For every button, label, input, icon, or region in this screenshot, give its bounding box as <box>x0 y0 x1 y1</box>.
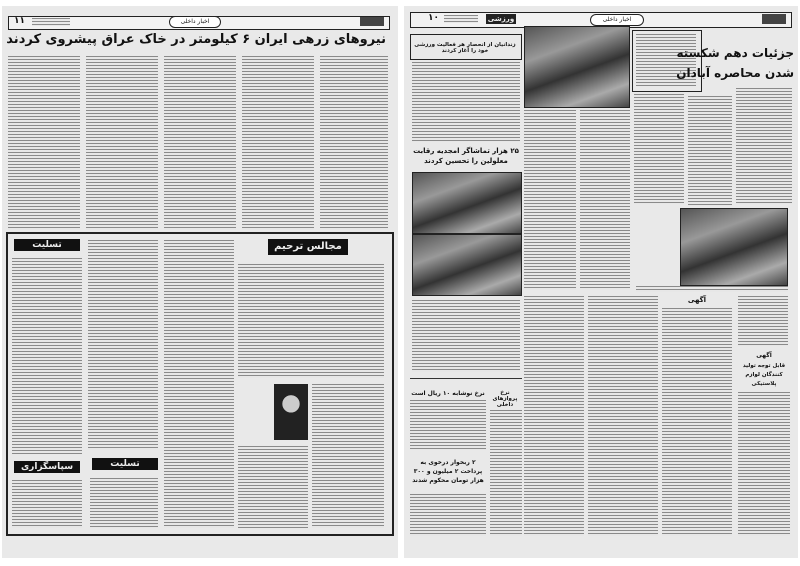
left-dateline <box>32 18 70 26</box>
right-col-text-c <box>634 94 684 204</box>
ad-plastic-body <box>738 392 790 536</box>
flight-text <box>490 410 522 536</box>
ad-title-1: آگهی <box>687 296 707 304</box>
memorial-title: مجالس ترحیم <box>268 239 348 255</box>
main-headline-line1: جزئیات دهم شکسته <box>676 46 794 60</box>
right-col-text-d <box>688 96 732 206</box>
memorial-text <box>238 264 384 378</box>
newspaper-logo-icon-right <box>762 14 786 24</box>
left-text-col-2 <box>86 56 158 230</box>
condolence-title-2: تسلیت <box>92 458 158 470</box>
obituary-col-2 <box>88 240 158 450</box>
right-col-text-b <box>580 110 630 290</box>
condolence-text-1 <box>12 258 82 454</box>
main-headline-line2: شدن محاصره آبادان <box>676 66 794 80</box>
sports-text-2 <box>412 300 520 372</box>
sports-headline: زندانیان از انحصار هر فعالیت ورزشی خود را آغاز کردند <box>414 42 516 54</box>
thanks-text <box>12 480 82 528</box>
beverage-text <box>410 400 486 450</box>
thanks-title: سپاسگزاری <box>14 461 80 473</box>
sports-text <box>412 62 520 142</box>
sports-logo: ورزشی <box>487 15 515 23</box>
left-headline: نیروهای زرهی ایران ۶ کیلومتر در خاک عراق پیشروی کردند <box>6 32 386 47</box>
main-story-text <box>736 88 792 204</box>
mid-col-2 <box>588 296 658 536</box>
left-page <box>2 6 398 558</box>
memorial-text-3 <box>238 446 308 528</box>
war-photo-caption <box>636 286 788 292</box>
memorial-text-2 <box>312 384 384 528</box>
left-text-col-3 <box>164 56 236 230</box>
price-list <box>738 296 788 346</box>
left-text-col-4 <box>242 56 314 230</box>
stadium-photo-2 <box>412 234 522 296</box>
obituary-col-3 <box>164 240 234 528</box>
sports-headline-2: ۲۵ هزار تماشاگر امجدیه رقابت معلولین را تحسین کردند <box>413 147 519 165</box>
right-col-text-a <box>524 110 576 290</box>
flight-prices-headline: نرخ پروازهای داخلی <box>492 390 518 408</box>
divider <box>410 378 522 379</box>
street-photo <box>524 26 630 108</box>
stadium-photo-1 <box>412 172 522 234</box>
right-page-number: ۱۰ <box>428 13 439 23</box>
newspaper-logo-icon <box>360 17 384 26</box>
right-section-label: اخبار داخلی <box>590 14 644 26</box>
left-page-number: ۱۱ <box>14 16 25 26</box>
portrait-photo <box>274 384 308 440</box>
usury-headline: ۲ ربخوار درخوی به پرداخت ۲ میلیون و ۳۰۰ هزار تومان محکوم شدند <box>412 459 484 484</box>
war-photo <box>680 208 788 286</box>
condolence-text-2 <box>90 478 158 528</box>
left-text-col-1 <box>8 56 80 230</box>
left-section-label: اخبار داخلی <box>169 16 221 28</box>
usury-text <box>410 494 486 536</box>
right-dateline <box>444 15 478 23</box>
beverage-price-headline: نرخ نوشابه ۱۰ ریال است <box>411 390 485 397</box>
ad-plastic-text: قابل توجه تولید کنندگان لوازم پلاستیکی <box>742 363 786 387</box>
mid-col-1 <box>524 296 584 536</box>
condolence-title-1: تسلیت <box>14 239 80 251</box>
right-page <box>404 6 798 558</box>
left-text-col-5 <box>320 56 388 230</box>
ad-plastic-title: آگهی <box>756 352 772 359</box>
ad-text-1 <box>662 308 732 536</box>
